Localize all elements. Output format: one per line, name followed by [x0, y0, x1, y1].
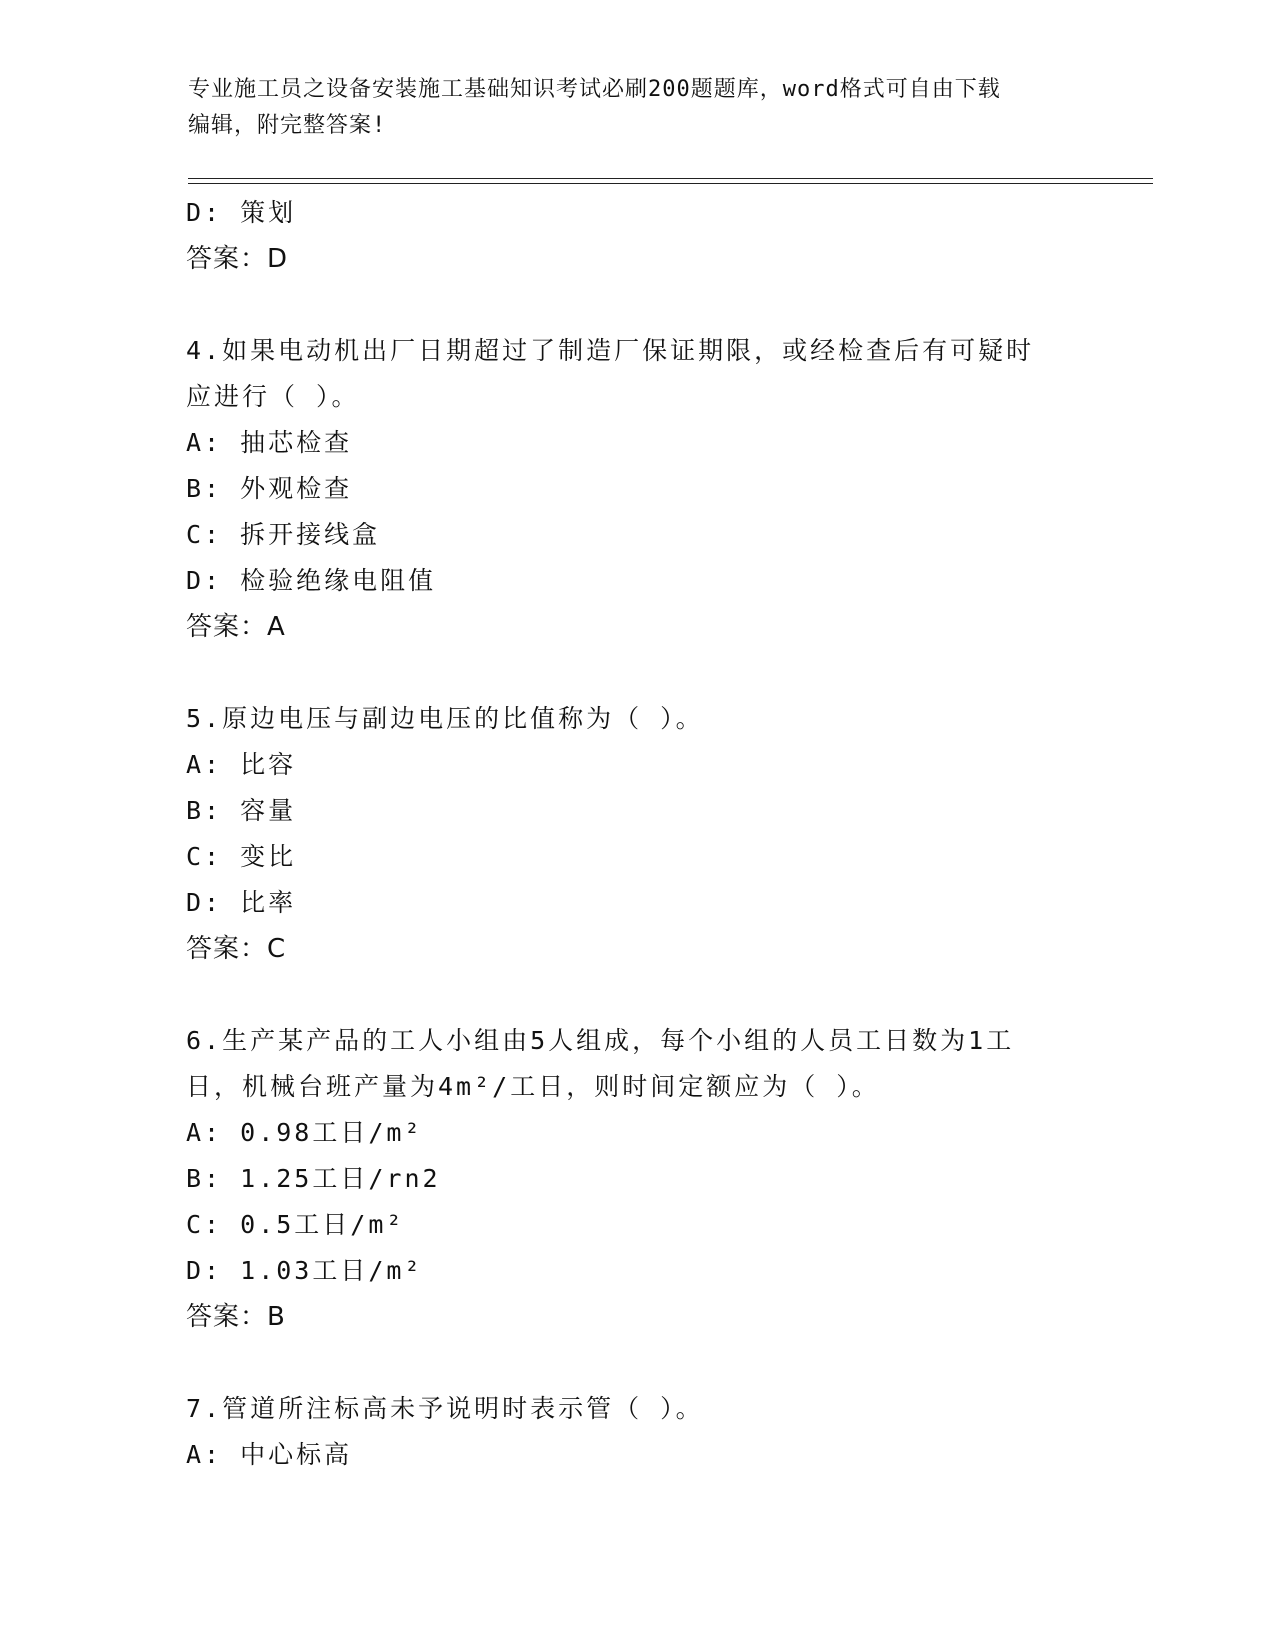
- question-6-option-a: A: 0.98工日/m²: [186, 1118, 423, 1147]
- question-5-text-line1: 5.原边电压与副边电压的比值称为（ ）。: [186, 704, 704, 733]
- question-4-option-a: A: 抽芯检查: [186, 428, 353, 457]
- question-6-option-b: B: 1.25工日/rn2: [186, 1164, 441, 1193]
- question-4-text-line2: 应进行（ ）。: [186, 382, 360, 411]
- question-7-option-a: A: 中心标高: [186, 1440, 353, 1469]
- question-5: [186, 696, 1086, 972]
- question-7: [186, 1386, 1086, 1478]
- spacer: [186, 1340, 1086, 1386]
- question-6-text-line2: 日，机械台班产量为4m²/工日，则时间定额应为（ ）。: [186, 1072, 880, 1101]
- question-7-text-line1: 7.管道所注标高未予说明时表示管（ ）。: [186, 1394, 704, 1423]
- header-title-line1: 专业施工员之设备安装施工基础知识考试必刷200题题库，word格式可自由下载: [188, 77, 1001, 102]
- prev-answer: 答案：D: [186, 244, 289, 274]
- question-5-option-c: C: 变比: [186, 842, 297, 871]
- header-divider-bottom: [188, 183, 1153, 184]
- question-4-option-c: C: 拆开接线盒: [186, 520, 381, 549]
- question-4-text-line1: 4.如果电动机出厂日期超过了制造厂保证期限，或经检查后有可疑时: [186, 336, 1035, 365]
- spacer: [186, 282, 1086, 328]
- document-header: [188, 72, 1088, 144]
- question-4-answer: 答案：A: [186, 612, 286, 642]
- question-4: [186, 328, 1086, 650]
- header-divider-top: [188, 178, 1153, 179]
- question-6-option-c: C: 0.5工日/m²: [186, 1210, 405, 1239]
- question-6-option-d: D: 1.03工日/m²: [186, 1256, 423, 1285]
- question-6-text-line1: 6.生产某产品的工人小组由5人组成，每个小组的人员工日数为1工: [186, 1026, 1015, 1055]
- header-title-line2: 编辑，附完整答案!: [188, 113, 387, 138]
- question-5-answer: 答案：C: [186, 934, 287, 964]
- spacer: [186, 650, 1086, 696]
- prev-option-d: D: 策划: [186, 198, 297, 227]
- question-5-option-d: D: 比率: [186, 888, 297, 917]
- question-list: [186, 190, 1086, 1478]
- spacer: [186, 972, 1086, 1018]
- question-5-option-a: A: 比容: [186, 750, 297, 779]
- question-6: [186, 1018, 1086, 1340]
- question-4-option-d: D: 检验绝缘电阻值: [186, 566, 437, 595]
- question-5-option-b: B: 容量: [186, 796, 297, 825]
- question-6-answer: 答案：B: [186, 1302, 286, 1332]
- question-4-option-b: B: 外观检查: [186, 474, 353, 503]
